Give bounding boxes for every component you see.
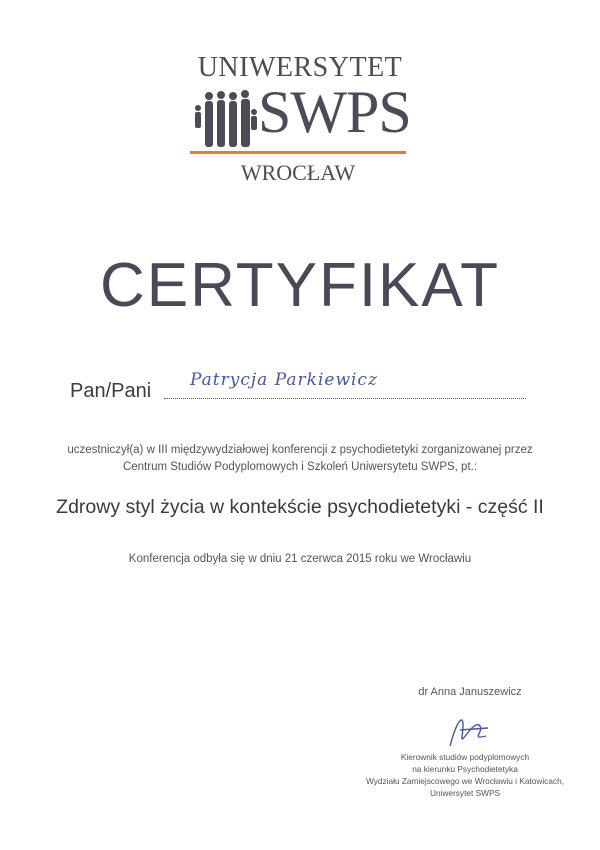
signatory-role-line3: Wydziału Zamiejscowego we Wrocławiu i Katowicach, bbox=[365, 776, 565, 786]
recipient-row bbox=[70, 370, 530, 406]
people-figures-icon bbox=[190, 86, 258, 148]
signatory-name: dr Anna Januszewicz bbox=[418, 686, 522, 698]
logo-swps-text: SWPS bbox=[258, 79, 411, 145]
signatory-role-line4: Uniwersytet SWPS bbox=[429, 788, 501, 798]
certificate-title: CERTYFIKAT bbox=[99, 251, 501, 320]
participation-text-line1: uczestniczył(a) w III międzywydziałowej konferencji z psychodietetyki zorganizowanej przez bbox=[67, 444, 533, 456]
signature-icon bbox=[440, 706, 500, 756]
signatory-role-line1: Kierownik studiów podyplomowych bbox=[400, 752, 530, 762]
conference-title: Zdrowy styl życia w kontekście psychodietetyki - część II bbox=[56, 496, 544, 518]
conference-date: Konferencja odbyła się w dniu 21 czerwca 2015 roku we Wrocławiu bbox=[128, 553, 472, 565]
signatory-role-line2: na kierunku Psychodietetyka bbox=[412, 764, 518, 774]
participation-text-line2: Centrum Studiów Podyplomowych i Szkoleń Uniwersytetu SWPS, pt.: bbox=[122, 461, 478, 473]
university-logo bbox=[190, 52, 410, 192]
logo-accent-line bbox=[190, 151, 406, 154]
recipient-label: Pan/Pani bbox=[70, 380, 152, 402]
dotted-line bbox=[164, 398, 526, 399]
logo-university-text: UNIWERSYTET bbox=[197, 52, 403, 83]
logo-city-text: WROCŁAW bbox=[240, 160, 356, 185]
handwritten-name: Patrycja Parkiewicz bbox=[190, 370, 378, 390]
